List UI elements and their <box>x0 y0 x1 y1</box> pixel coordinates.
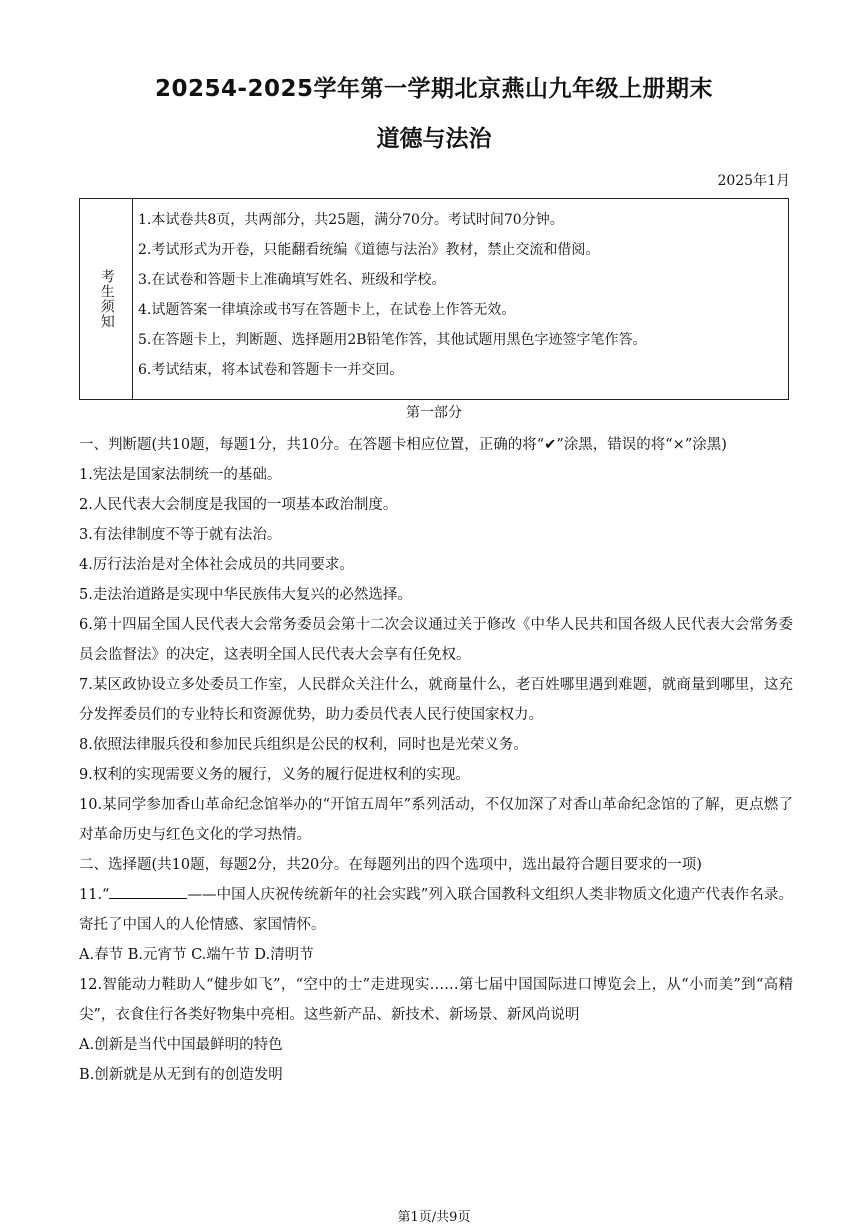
judge-question: 6.第十四届全国人民代表大会常务委员会第十二次会议通过关于修改《中华人民共和国各级人民代表大会常务委员会监督法》的决定，这表明全国人民代表大会享有任免权。 <box>79 617 793 663</box>
exam-subject: 道德与法治 <box>376 126 492 152</box>
q12-option-b: B.创新就是从无到有的创造发明 <box>79 1067 283 1083</box>
judge-section-intro: 一、判断题(共10题，每题1分，共10分。在答题卡相应位置，正确的将“✔”涂黑，错误的将“×”涂黑) <box>79 437 727 453</box>
notice-item: 2.考试形式为开卷，只能翻看统编《道德与法治》教材，禁止交流和借阅。 <box>138 242 600 258</box>
choice-question-11 <box>79 880 793 940</box>
judge-question: 3.有法律制度不等于就有法治。 <box>79 527 282 543</box>
choice-section-intro: 二、选择题(共10题，每题2分，共20分。在每题列出的四个选项中，选出最符合题目要求的一项) <box>79 857 702 873</box>
judge-question: 8.依照法律服兵役和参加民兵组织是公民的权利，同时也是光荣义务。 <box>79 737 528 753</box>
page-number: 第1页/共9页 <box>397 1210 471 1225</box>
judge-question: 4.厉行法治是对全体社会成员的共同要求。 <box>79 557 354 573</box>
notice-item: 4.试题答案一律填涂或书写在答题卡上，在试卷上作答无效。 <box>138 302 516 318</box>
notice-label: 考生须知 <box>98 269 115 329</box>
judge-question: 2.人民代表大会制度是我国的一项基本政治制度。 <box>79 497 398 513</box>
question-content <box>79 430 793 1090</box>
judge-question: 7.某区政协设立多处委员工作室，人民群众关注什么，就商量什么，老百姓哪里遇到难题，就商量到哪里，这充分发挥委员们的专业特长和资源优势，助力委员代表人民行使国家权力。 <box>79 677 793 723</box>
judge-question: 1.宪法是国家法制统一的基础。 <box>79 467 282 483</box>
notice-item: 5.在答题卡上，判断题、选择题用2B铅笔作答，其他试题用黑色字迹签字笔作答。 <box>138 332 647 348</box>
judge-question: 5.走法治道路是实现中华民族伟大复兴的必然选择。 <box>79 587 412 603</box>
notice-label-cell <box>80 199 133 399</box>
notice-item: 6.考试结束，将本试卷和答题卡一并交回。 <box>138 362 404 378</box>
notice-item: 1.本试卷共8页，共两部分，共25题，满分70分。考试时间70分钟。 <box>138 212 564 228</box>
candidate-notice-box <box>79 198 789 400</box>
judge-question: 10.某同学参加香山革命纪念馆举办的“开馆五周年”系列活动，不仅加深了对香山革命纪念馆的了解，更点燃了对革命历史与红色文化的学习热情。 <box>79 797 793 843</box>
notice-items <box>133 199 788 399</box>
q12-option-a: A.创新是当代中国最鲜明的特色 <box>79 1037 283 1053</box>
q11-prefix: 11.“ <box>79 887 110 903</box>
fill-blank <box>109 884 187 899</box>
judge-question: 9.权利的实现需要义务的履行，义务的履行促进权利的实现。 <box>79 767 470 783</box>
choice-question-12: 12.智能动力鞋助人“健步如飞”，“空中的士”走进现实……第七届中国国际进口博览会上，从“小而美”到“高精尖”，衣食住行各类好物集中亮相。这些新产品、新技术、新场景、新风尚说明 <box>79 977 793 1023</box>
exam-title: 20254-2025学年第一学期北京燕山九年级上册期末 <box>154 76 714 102</box>
part-one-title: 第一部分 <box>406 405 462 421</box>
exam-date: 2025年1月 <box>717 173 790 189</box>
q11-suffix: ——中国人庆祝传统新年的社会实践”列入联合国教科文组织人类非物质文化遗产代表作名录。寄托了中国人的人伦情感、家国情怀。 <box>79 887 793 933</box>
notice-item: 3.在试卷和答题卡上准确填写姓名、班级和学校。 <box>138 272 446 288</box>
q11-options: A.春节 B.元宵节 C.端午节 D.清明节 <box>79 947 314 963</box>
